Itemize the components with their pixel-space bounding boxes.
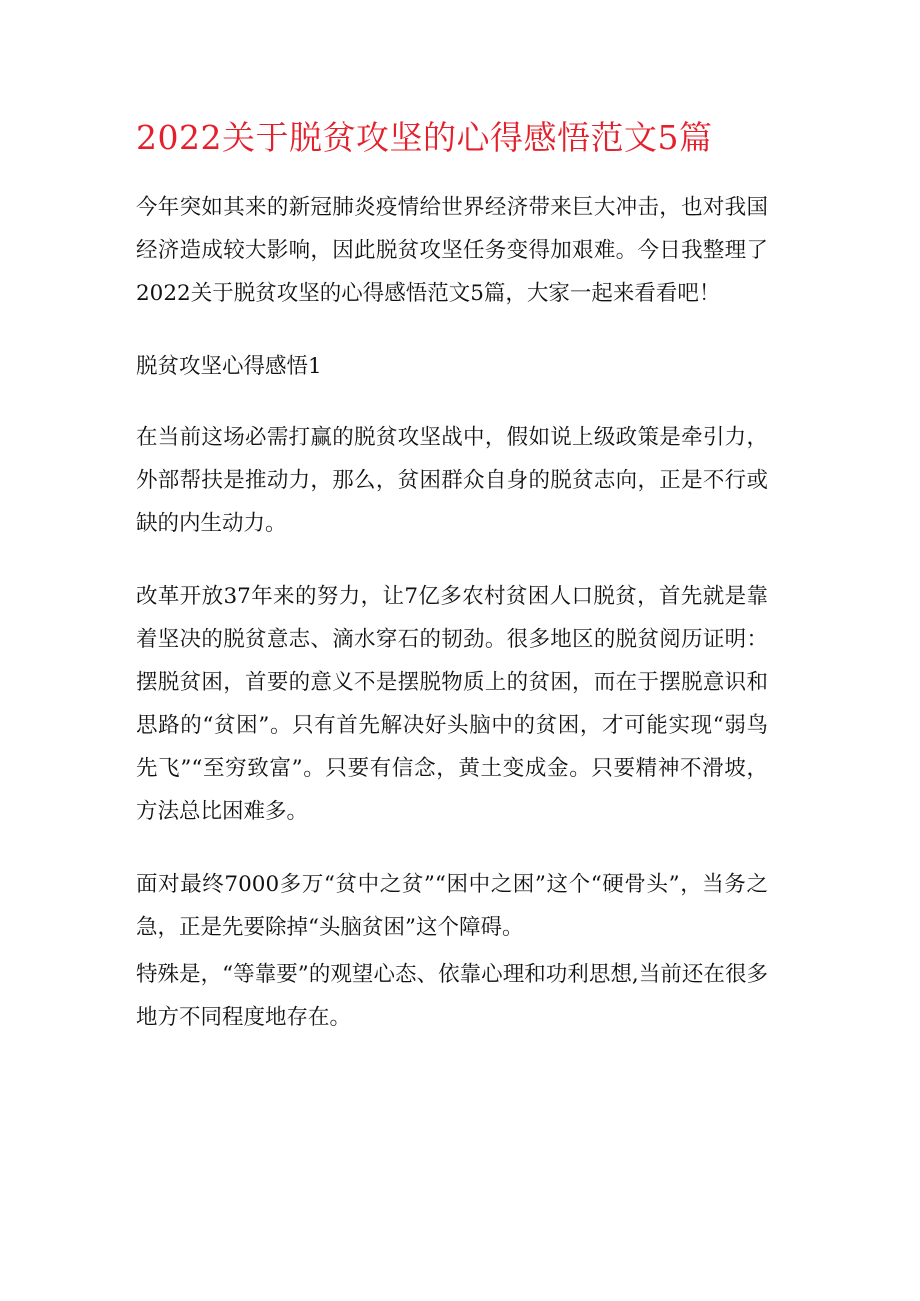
intro-paragraph: 今年突如其来的新冠肺炎疫情给世界经济带来巨大冲击，也对我国经济造成较大影响，因此脱贫攻坚任务变得加艰难。今日我整理了2022关于脱贫攻坚的心得感悟范文5篇，大家一起来看看吧！ <box>136 195 768 306</box>
document-content <box>136 112 768 1039</box>
body-paragraph-2: 改革开放37年来的努力，让7亿多农村贫困人口脱贫，首先就是靠着坚决的脱贫意志、滴水穿石的韧劲。很多地区的脱贫阅历证明：摆脱贫困，首要的意义不是摆脱物质上的贫困，而在于摆脱意识和思路的“贫困”。只有首先解决好头脑中的贫困，才可能实现“弱鸟先飞”“至穷致富”。只要有信念，黄土变成金。只要精神不滑坡，方法总比困难多。 <box>136 584 768 824</box>
body-paragraph-4: 特殊是，“等靠要”的观望心态、依靠心理和功利思想,当前还在很多地方不同程度地存在。 <box>136 962 768 1030</box>
document-title: 2022关于脱贫攻坚的心得感悟范文5篇 <box>136 118 713 157</box>
body-paragraph-3: 面对最终7000多万“贫中之贫”“困中之困”这个“硬骨头”，当务之急，正是先要除掉“头脑贫困”这个障碍。 <box>136 872 768 940</box>
body-paragraph-1: 在当前这场必需打赢的脱贫攻坚战中，假如说上级政策是牵引力，外部帮扶是推动力，那么，贫困群众自身的脱贫志向，正是不行或缺的内生动力。 <box>136 425 768 536</box>
section-heading: 脱贫攻坚心得感悟1 <box>136 354 322 379</box>
